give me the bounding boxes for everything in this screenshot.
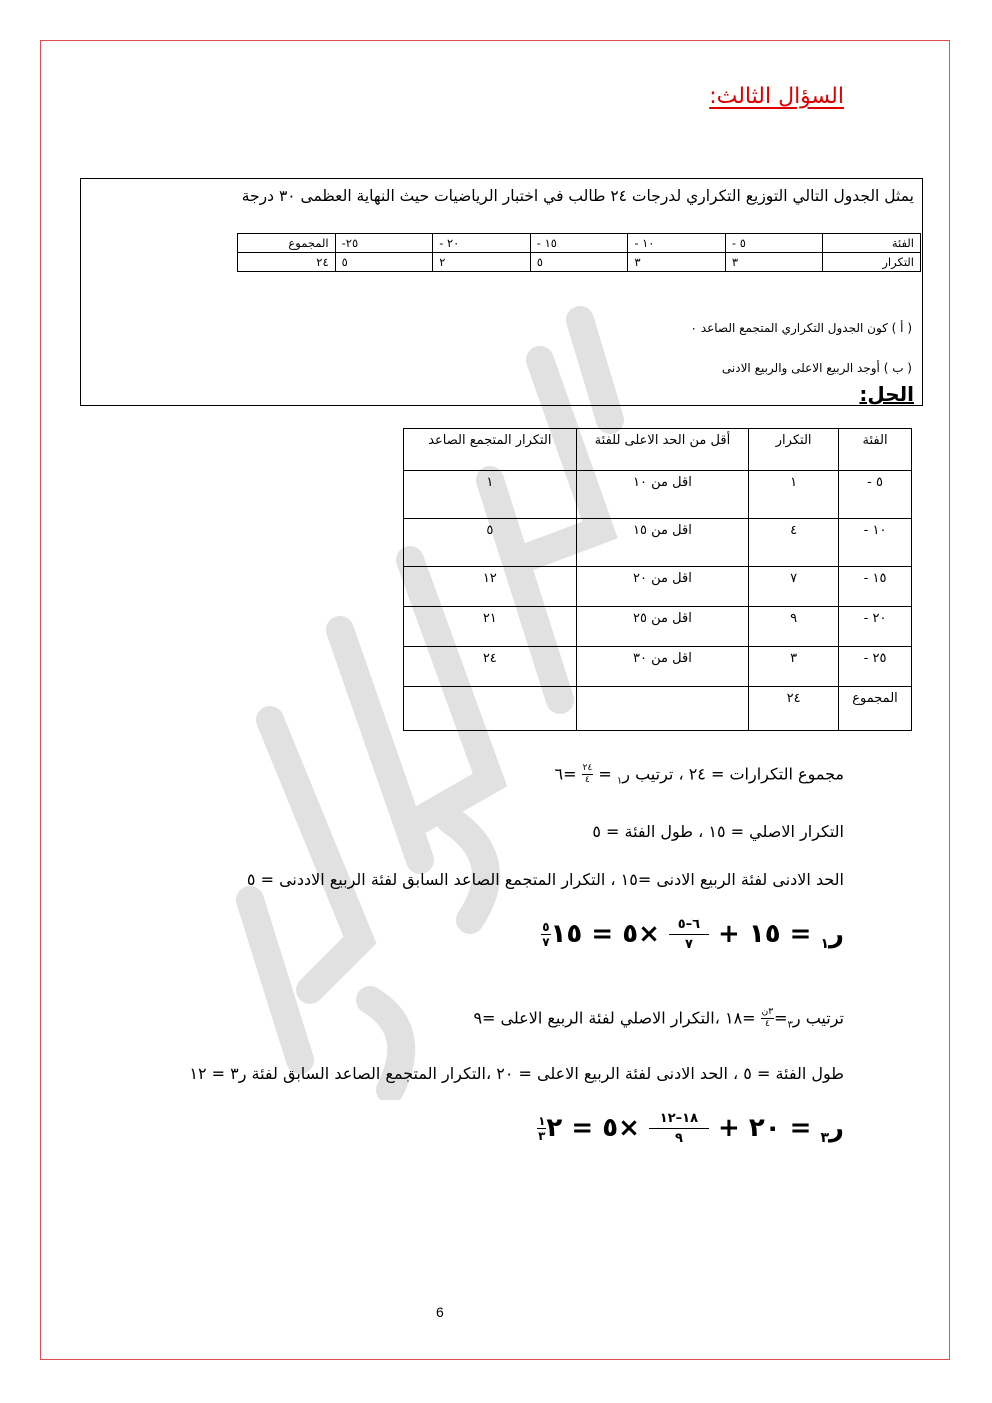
denominator: ٩ (674, 1131, 683, 1146)
table-cell: ١٠ - (839, 519, 912, 567)
table-cell: اقل من ١٠ (576, 471, 749, 519)
eq-text: ر (829, 1113, 844, 1143)
frequency-table (237, 233, 921, 272)
table-cell: ٢٥ - (839, 647, 912, 687)
eq-text: = ٢٠ + (717, 1113, 812, 1143)
table-row (404, 471, 912, 519)
step-line-5: طول الفئة = ٥ ، الحد الادنى لفئة الربيع الاعلى = ٢٠ ،التكرار المتجمع الصاعد السابق لفئة ر٣ = ١٢ (189, 1064, 844, 1083)
step-text: =١٨ ،التكرار الاصلي لفئة الربيع الاعلى =٩ (473, 1008, 756, 1028)
header-cell: أقل من الحد الاعلى للفئة (576, 429, 749, 471)
row-label-class: الفئة (823, 234, 921, 253)
numerator: ٣ن (761, 1007, 774, 1017)
eq-text: ×٥ = ١٥ (550, 919, 660, 949)
solution-label: الحل: (859, 382, 914, 406)
table-cell (404, 687, 577, 731)
header-cell: الفئة (839, 429, 912, 471)
table-header-row (404, 429, 912, 471)
step-line-1 (555, 764, 844, 787)
numerator: ١٨–١٢ (649, 1112, 709, 1129)
freq-cell: ٣ (628, 253, 726, 272)
row-label-freq: التكرار (823, 253, 921, 272)
denominator: ٧ (684, 937, 693, 952)
step-line-2: التكرار الاصلي = ١٥ ، طول الفئة = ٥ (592, 822, 844, 841)
freq-cell: ٣ (725, 253, 823, 272)
table-row (238, 253, 921, 272)
table-total-row (404, 687, 912, 731)
class-cell: ٢٥- (335, 234, 433, 253)
table-cell: ٥ (404, 519, 577, 567)
table-cell: ٩ (749, 607, 839, 647)
denominator: ٣ (538, 1128, 546, 1143)
denominator: ٧ (542, 934, 550, 949)
table-cell: ٧ (749, 567, 839, 607)
cumulative-table (403, 428, 912, 731)
equation-q1 (541, 918, 844, 952)
total-label-cell: المجموع (238, 234, 336, 253)
fraction (761, 1008, 774, 1030)
table-cell: ٣ (749, 647, 839, 687)
table-cell: ١٥ - (839, 567, 912, 607)
table-cell (576, 687, 749, 731)
numerator: ١ (538, 1113, 546, 1128)
part-b: ( ب ) أوجد الربيع الاعلى والربيع الادنى (721, 361, 912, 375)
freq-cell: ٢ (433, 253, 531, 272)
fraction (541, 921, 550, 949)
step-text: = (598, 764, 612, 784)
numerator: ٦–٥ (669, 918, 709, 935)
header-cell: التكرار المتجمع الصاعد (404, 429, 577, 471)
class-cell: ٥ - (725, 234, 823, 253)
part-a: ( أ ) كون الجدول التكراري المتجمع الصاعد ٠ (690, 321, 912, 335)
header-cell: التكرار (749, 429, 839, 471)
fraction (649, 1112, 709, 1145)
table-cell: اقل من ١٥ (576, 519, 749, 567)
fraction (669, 918, 709, 951)
table-cell: ٤ (749, 519, 839, 567)
subscript: ٣ (820, 1130, 830, 1147)
numerator: ٥ (542, 919, 550, 934)
subscript: ٣ (787, 1019, 793, 1031)
table-row (238, 234, 921, 253)
class-cell: ١٥ - (530, 234, 628, 253)
table-cell: ٢١ (404, 607, 577, 647)
table-cell: ٢٤ (404, 647, 577, 687)
table-cell: اقل من ٣٠ (576, 647, 749, 687)
table-cell: ٢٠ - (839, 607, 912, 647)
table-cell: ١ (749, 471, 839, 519)
class-cell: ١٠ - (628, 234, 726, 253)
equation-q3 (537, 1112, 844, 1146)
page-number: 6 (436, 1304, 444, 1320)
question-intro: يمثل الجدول التالي التوزيع التكراري لدرجات ٢٤ طالب في اختبار الرياضيات حيث النهاية العظمى ٣٠ درجة (241, 187, 914, 205)
subscript: ١ (820, 936, 830, 953)
table-row (404, 519, 912, 567)
step-text: =٦ (554, 764, 577, 784)
table-cell: ٢٤ (749, 687, 839, 731)
eq-text: ر (829, 919, 844, 949)
eq-text: ×٥ = ٢ (546, 1113, 640, 1143)
question-box (80, 178, 923, 406)
table-row (404, 567, 912, 607)
subscript: ١ (616, 775, 623, 787)
denominator: ٤ (764, 1019, 770, 1029)
numerator: ٢٤ (582, 763, 593, 773)
table-cell: ١ (404, 471, 577, 519)
step-text: = (774, 1008, 788, 1028)
table-cell: ١٢ (404, 567, 577, 607)
step-line-3: الحد الادنى لفئة الربيع الادنى =١٥ ، التكرار المتجمع الصاعد السابق لفئة الربيع الاددنى = ٥ (246, 870, 844, 889)
fraction (582, 764, 594, 786)
eq-text: = ١٥ + (717, 919, 812, 949)
class-cell: ٢٠ - (433, 234, 531, 253)
table-cell: المجموع (839, 687, 912, 731)
freq-cell: ٥ (335, 253, 433, 272)
table-cell: ٥ - (839, 471, 912, 519)
step-line-4 (473, 1008, 844, 1031)
denominator: ٤ (585, 775, 590, 785)
table-cell: اقل من ٢٥ (576, 607, 749, 647)
table-row (404, 607, 912, 647)
step-text: مجموع التكرارات = ٢٤ ، ترتيب ر (622, 764, 844, 784)
table-cell: اقل من ٢٠ (576, 567, 749, 607)
freq-cell: ٥ (530, 253, 628, 272)
step-text: ترتيب ر (792, 1008, 844, 1028)
table-row (404, 647, 912, 687)
total-freq-cell: ٢٤ (238, 253, 336, 272)
page-title: السؤال الثالث: (709, 84, 844, 109)
